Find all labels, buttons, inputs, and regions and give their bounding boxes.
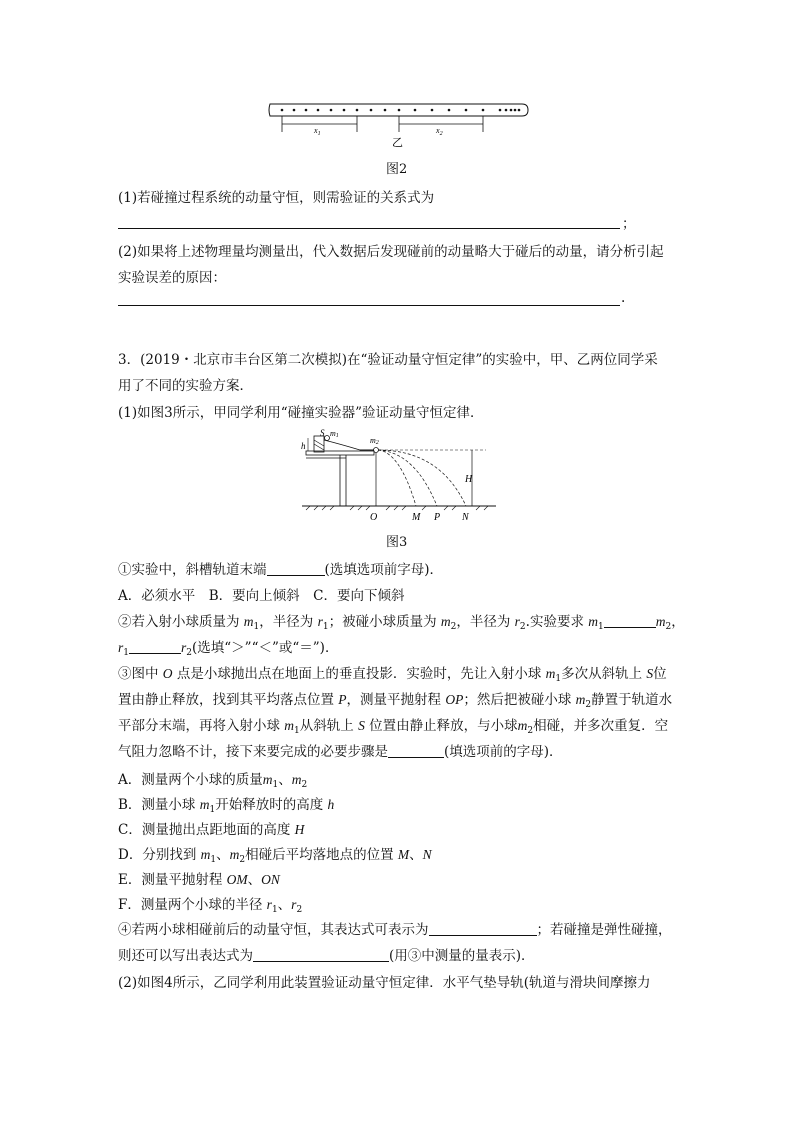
label-m2: m2 xyxy=(370,436,379,446)
s1-options: A．必须水平 B．要向上倾斜 C．要向下倾斜 xyxy=(118,588,405,604)
q1-end: ； xyxy=(622,216,636,232)
label-x2: $x_2$ xyxy=(436,126,443,137)
s4-blank-1[interactable] xyxy=(429,921,537,936)
s2-blank-m[interactable] xyxy=(604,613,656,628)
label-x1: $x_1$ xyxy=(314,126,321,137)
p3-sub1: (1)如图3所示，甲同学利用“碰撞实验器”验证动量守恒定律． xyxy=(118,405,484,421)
label-O: O xyxy=(370,512,378,523)
label-N: N xyxy=(462,512,469,523)
s4-line1: ④若两小球相碰前后的动量守恒，其表达式可表示为 ；若碰撞是弹性碰撞， xyxy=(118,922,672,938)
label-h: h xyxy=(301,441,306,451)
q1-answer-line[interactable] xyxy=(118,228,620,229)
q2-line1: (2)如果将上述物理量均测量出，代入数据后发现碰前的动量略大于碰后的动量，请分析引起 xyxy=(118,244,664,260)
s2-blank-r[interactable] xyxy=(129,639,181,654)
trajectory-P xyxy=(378,450,437,506)
q2-line2: 实验误差的原因： xyxy=(118,270,226,286)
label-yi: 乙 xyxy=(392,137,403,149)
ball-m1 xyxy=(325,436,330,441)
s4-blank-2[interactable] xyxy=(253,947,389,962)
s2-line2: $r_1$ $r_2$(选填“＞”“＜”或“＝”)． xyxy=(118,640,339,658)
label-S: S xyxy=(320,428,325,438)
trajectory-N xyxy=(378,450,466,506)
tape-dots xyxy=(281,109,521,112)
s2-line1: ②若入射小球质量为 $m_1$，半径为 $r_1$；被碰小球质量为 $m_2$，半径为 $r_2$.实验要求 $m_1$ $m_2$， xyxy=(118,614,685,632)
p3-intro-line1: 3．(2019・北京市丰台区第二次模拟)在“验证动量守恒定律”的实验中，甲、乙两位同学采 xyxy=(118,352,658,368)
s3-blank[interactable] xyxy=(388,743,444,758)
s1-line: ①实验中，斜槽轨道末端 (选填选项前字母)． xyxy=(118,562,444,578)
s1-blank[interactable] xyxy=(267,561,325,576)
q1-text: (1)若碰撞过程系统的动量守恒，则需验证的关系式为 xyxy=(118,190,435,206)
ramp-track xyxy=(324,440,374,450)
fig2-caption: 图2 xyxy=(386,162,408,177)
ramp-block xyxy=(314,436,324,452)
option-b: B．测量小球 $m_1$开始释放时的高度 h xyxy=(118,797,335,815)
trajectory-M xyxy=(378,450,416,506)
q2-end: . xyxy=(621,290,626,306)
option-c: C．测量抛出点距地面的高度 H xyxy=(118,822,305,838)
s3-line1: ③图中 O 点是小球抛出点在地面上的垂直投影．实验时，先让入射小球 $m_1$多次从斜轨上 S位 xyxy=(118,666,667,684)
collision-apparatus-diagram xyxy=(300,428,500,524)
label-m1: m1 xyxy=(330,429,339,439)
option-f: F．测量两个小球的半径 $r_1$、$r_2$ xyxy=(118,897,303,915)
q2-answer-line[interactable] xyxy=(118,305,620,306)
s4-line2: 则还可以写出表达式为 (用③中测量的量表示)． xyxy=(118,948,535,964)
fig3-caption: 图3 xyxy=(386,535,408,550)
option-e: E．测量平抛射程 OM、ON xyxy=(118,872,280,888)
label-H: H xyxy=(465,474,473,485)
label-P: P xyxy=(434,512,441,523)
p3-sub2: (2)如图4所示，乙同学利用此装置验证动量守恒定律．水平气垫导轨(轨道与滑块间摩擦力 xyxy=(118,975,651,991)
s3-line3: 平部分末端，再将入射小球 $m_1$从斜轨上 S 位置由静止释放，与小球$m_2$相碰，并多次重复．空 xyxy=(118,718,669,736)
tape-diagram xyxy=(260,96,540,151)
label-M: M xyxy=(412,512,421,523)
option-d: D．分别找到 $m_1$、$m_2$相碰后平均落地点的位置 M、N xyxy=(118,847,432,865)
p3-intro-line2: 用了不同的实验方案． xyxy=(118,378,253,394)
s3-line4: 气阻力忽略不计，接下来要完成的必要步骤是 (填选项前的字母)． xyxy=(118,744,563,760)
s3-line2: 置由静止释放，找到其平均落点位置 P，测量平抛射程 OP；然后把被碰小球 $m_2$静置于轨道水 xyxy=(118,692,673,710)
option-a: A．测量两个小球的质量$m_1$、$m_2$ xyxy=(118,772,308,790)
ball-m2 xyxy=(374,448,379,453)
